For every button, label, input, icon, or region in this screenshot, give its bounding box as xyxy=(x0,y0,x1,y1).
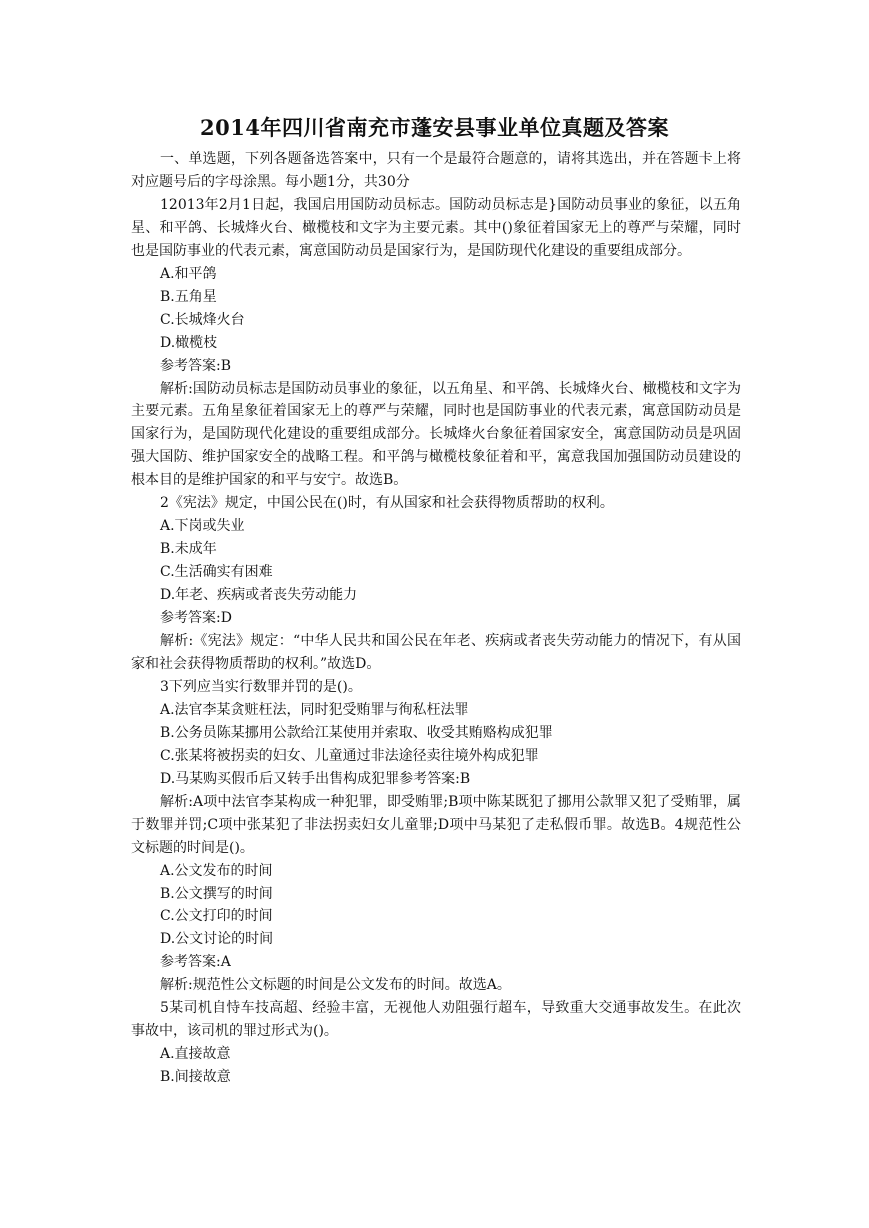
question-2: 2《宪法》规定，中国公民在()时，有从国家和社会获得物质帮助的权利。 xyxy=(160,495,614,512)
option-c: C.生活确实有困难 xyxy=(160,564,273,581)
question-3: 3下列应当实行数罪并罚的是()。 xyxy=(160,678,362,695)
option-d: D.橄榄枝 xyxy=(160,334,218,351)
option-b: B.公务员陈某挪用公款给江某使用并索取、收受其贿赂构成犯罪 xyxy=(160,724,553,741)
option-a: A.公文发布的时间 xyxy=(160,862,273,879)
document-title: 2014年四川省南充市蓬安县事业单位真题及答案 xyxy=(200,115,669,140)
answer: 参考答案:B xyxy=(160,357,232,374)
question-5: 5某司机自恃车技高超、经验丰富，无视他人劝阻强行超车，导致重大交通事故发生。在此次事故中，该司机的罪过形式为()。 xyxy=(131,1000,741,1040)
explanation: 解析:规范性公文标题的时间是公文发布的时间。故选A。 xyxy=(160,977,511,994)
option-b: B.未成年 xyxy=(160,541,217,558)
option-a: A.下岗或失业 xyxy=(160,518,245,535)
option-c: C.张某将被拐卖的妇女、儿童通过非法途径卖往境外构成犯罪 xyxy=(160,747,539,764)
explanation: 解析:国防动员标志是国防动员事业的象征，以五角星、和平鸽、长城烽火台、橄榄枝和文字为主要元素。五角星象征着国家无上的尊严与荣耀，同时也是国防事业的代表元素，寓意国防动员是国家行为，是国防现代化建设的重要组成部分。长城烽火台象征着国家安全，寓意国防动员是巩固强大国防、维护国家安全的战略工程。和平鸽与橄榄枝象征着和平，寓意我国加强国防动员建设的根本目的是维护国家的和平与安宁。故选B。 xyxy=(131,380,741,489)
question-1: 12013年2月1日起，我国启用国防动员标志。国防动员标志是}国防动员事业的象征，以五角星、和平鸽、长城烽火台、橄榄枝和文字为主要元素。其中()象征着国家无上的尊严与荣耀，同时也是国防事业的代表元素，寓意国防动员是国家行为，是国防现代化建设的重要组成部分。 xyxy=(131,196,741,259)
option-a: A.法官李某贪赃枉法，同时犯受贿罪与徇私枉法罪 xyxy=(160,701,469,718)
document-body xyxy=(131,148,741,1089)
answer: 参考答案:A xyxy=(160,954,231,971)
option-b: B.间接故意 xyxy=(160,1069,231,1086)
explanation: 解析:A项中法官李某构成一种犯罪，即受贿罪;B项中陈某既犯了挪用公款罪又犯了受贿罪，属于数罪并罚;C项中张某犯了非法拐卖妇女儿童罪;D项中马某犯了走私假币罪。故选B。4规范性公文标题的时间是()。 xyxy=(131,793,741,856)
option-a: A.和平鸽 xyxy=(160,265,217,282)
explanation: 解析:《宪法》规定：“中华人民共和国公民在年老、疾病或者丧失劳动能力的情况下，有从国家和社会获得物质帮助的权利。”故选D。 xyxy=(131,633,741,672)
option-a: A.直接故意 xyxy=(160,1046,231,1063)
option-b: B.五角星 xyxy=(160,288,217,305)
paragraph-instructions: 一、单选题，下列各题备选答案中，只有一个是最符合题意的，请将其选出，并在答题卡上将对应题号后的字母涂黑。每小题1分，共30分 xyxy=(131,151,741,190)
option-d: D.公文讨论的时间 xyxy=(160,931,274,948)
option-d: D.年老、疾病或者丧失劳动能力 xyxy=(160,587,358,604)
option-c: C.公文打印的时间 xyxy=(160,908,273,925)
answer: 参考答案:D xyxy=(160,610,232,627)
option-d: D.马某购买假币后又转手出售构成犯罪参考答案:B xyxy=(160,770,471,787)
option-c: C.长城烽火台 xyxy=(160,311,245,328)
option-b: B.公文撰写的时间 xyxy=(160,885,273,902)
